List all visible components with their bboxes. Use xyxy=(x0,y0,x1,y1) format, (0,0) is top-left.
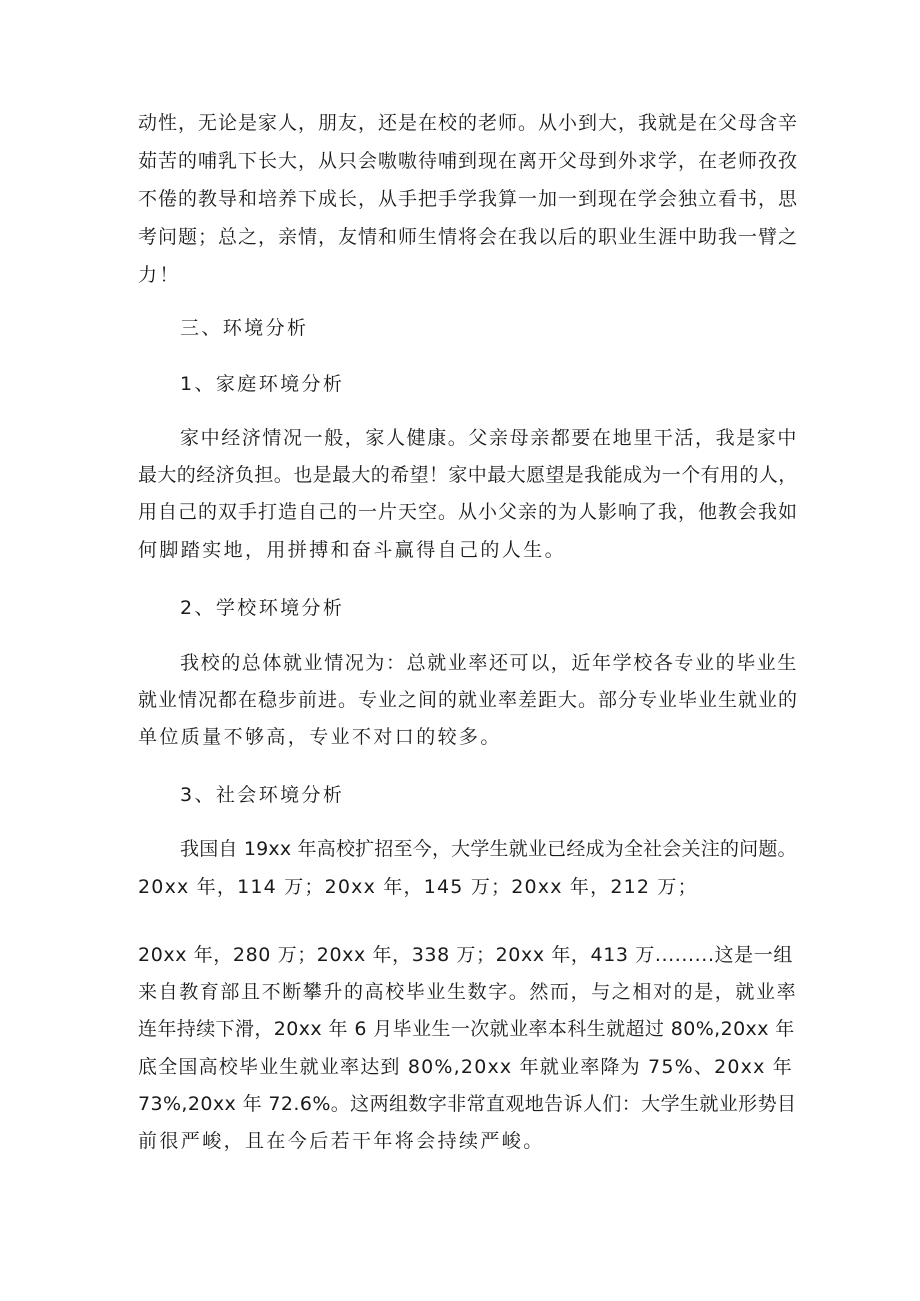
paragraph-line: 前很严峻，且在今后若干年将会持续严峻。 xyxy=(138,1130,545,1152)
paragraph-line: 何脚踏实地，用拼搏和奋斗赢得自己的人生。 xyxy=(138,539,567,561)
paragraph-line: 73%,20xx 年 72.6%。这两组数字非常直观地告诉人们：大学生就业形势目 xyxy=(138,1093,797,1115)
subsection-heading-family: 1、家庭环境分析 xyxy=(180,373,345,395)
paragraph-line: 单位质量不够高，专业不对口的较多。 xyxy=(138,726,502,748)
paragraph-line: 我国自 19xx 年高校扩招至今，大学生就业已经成为全社会关注的问题。 xyxy=(180,838,797,860)
paragraph-line: 来自教育部且不断攀升的高校毕业生数字。然而，与之相对的是，就业率 xyxy=(138,981,798,1003)
paragraph-line: 最大的经济负担。也是最大的希望！家中最大愿望是我能成为一个有用的人， xyxy=(138,464,798,486)
paragraph-line: 茹苦的哺乳下长大，从只会嗷嗷待哺到现在离开父母到外求学，在老师孜孜 xyxy=(138,150,799,172)
section-heading: 三、环境分析 xyxy=(180,317,309,339)
paragraph-line: 动性，无论是家人，朋友，还是在校的老师。从小到大，我就是在父母含辛 xyxy=(138,112,799,134)
paragraph-line: 用自己的双手打造自己的一片天空。从小父亲的为人影响了我，他教会我如 xyxy=(138,501,799,523)
paragraph-line: 家中经济情况一般，家人健康。父亲母亲都要在地里干活，我是家中 xyxy=(180,427,799,449)
paragraph-line: 考问题；总之，亲情，友情和师生情将会在我以后的职业生涯中助我一臂之 xyxy=(138,226,799,248)
paragraph-line: 连年持续下滑，20xx 年 6 月毕业生一次就业率本科生就超过 80%,20xx 年 xyxy=(138,1018,795,1040)
subsection-heading-society: 3、社会环境分析 xyxy=(180,784,345,806)
paragraph-line: 就业情况都在稳步前进。专业之间的就业率差距大。部分专业毕业生就业的 xyxy=(138,689,799,711)
subsection-heading-school: 2、学校环境分析 xyxy=(180,597,345,619)
paragraph-line: 20xx 年，114 万；20xx 年，145 万；20xx 年，212 万； xyxy=(138,876,698,898)
paragraph-line: 力！ xyxy=(138,264,181,286)
paragraph-line: 20xx 年，280 万；20xx 年，338 万；20xx 年，413 万.........这是一组 xyxy=(138,944,793,966)
paragraph-line: 底全国高校毕业生就业率达到 80%,20xx 年就业率降为 75%、20xx 年 xyxy=(138,1056,793,1078)
paragraph-line: 我校的总体就业情况为：总就业率还可以，近年学校各专业的毕业生 xyxy=(180,652,799,674)
paragraph-line: 不倦的教导和培养下成长，从手把手学我算一加一到现在学会独立看书，思 xyxy=(138,188,799,210)
